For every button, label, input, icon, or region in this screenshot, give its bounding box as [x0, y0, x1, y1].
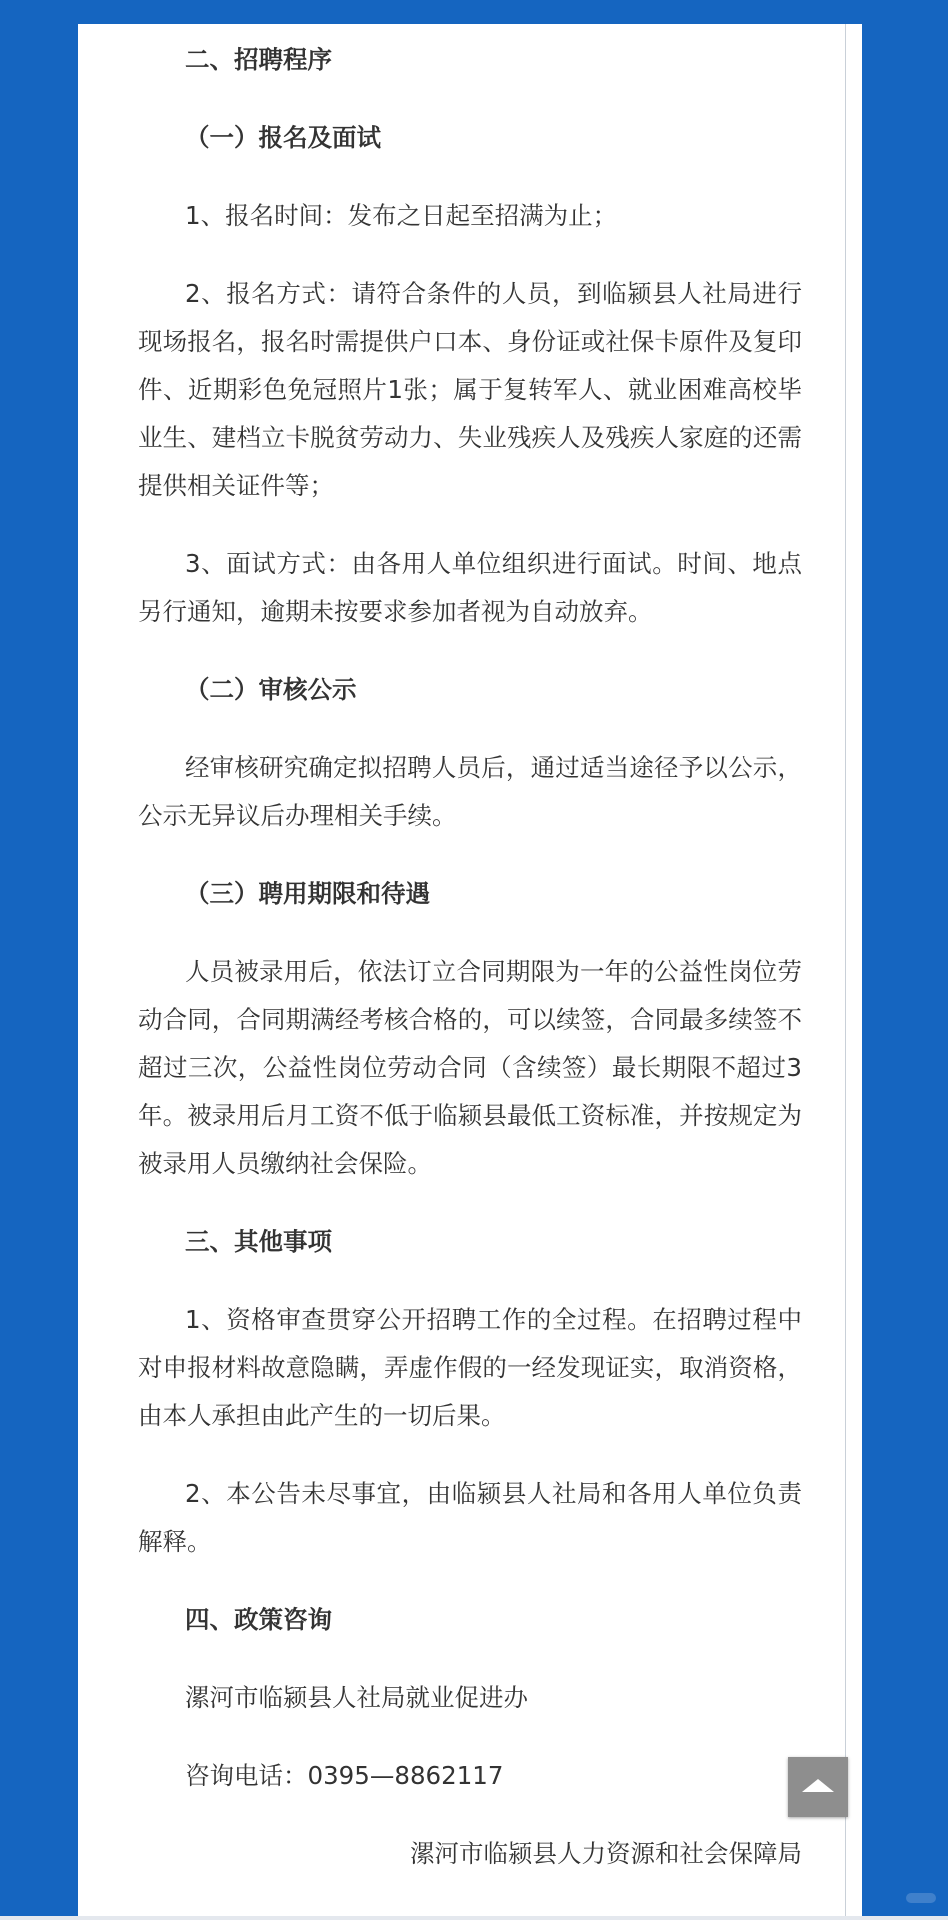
signup-method: 2、报名方式：请符合条件的人员，到临颍县人社局进行现场报名，报名时需提供户口本、身份证或社保卡原件及复印件、近期彩色免冠照片1张；属于复转军人、就业困难高校毕业生、建档立卡脱贫劳动力、失业残疾人及残疾人家庭的还需提供相关证件等；: [138, 279, 802, 500]
section-heading-other: 三、其他事项: [185, 1227, 332, 1256]
subheading-review: （二）审核公示: [185, 675, 357, 704]
other-item-1: 1、资格审查贯穿公开招聘工作的全过程。在招聘过程中对申报材料故意隐瞒，弄虚作假的一经发现证实，取消资格，由本人承担由此产生的一切后果。: [138, 1305, 802, 1430]
subheading-signup: （一）报名及面试: [185, 123, 381, 152]
section-heading-consult: 四、政策咨询: [185, 1605, 332, 1634]
signup-time: 1、报名时间：发布之日起至招满为止；: [185, 201, 618, 230]
triangle-up-icon: [788, 1757, 848, 1817]
watermark-badge: [906, 1893, 936, 1903]
back-to-top-button[interactable]: [788, 1757, 848, 1817]
article-body: [138, 36, 802, 1878]
interview-method: 3、面试方式：由各用人单位组织进行面试。时间、地点另行通知，逾期未按要求参加者视为自动放弃。: [138, 549, 802, 626]
consult-office: 漯河市临颍县人社局就业促进办: [185, 1683, 528, 1712]
bottom-bar: [0, 1916, 948, 1920]
consult-phone: 咨询电话：0395—8862117: [185, 1761, 504, 1790]
review-text: 经审核研究确定拟招聘人员后，通过适当途径予以公示，公示无异议后办理相关手续。: [138, 753, 802, 830]
issuer-signature: 漯河市临颍县人力资源和社会保障局: [410, 1839, 802, 1868]
subheading-term: （三）聘用期限和待遇: [185, 879, 430, 908]
other-item-2: 2、本公告未尽事宜，由临颍县人社局和各用人单位负责解释。: [138, 1479, 802, 1556]
section-heading-procedure: 二、招聘程序: [185, 45, 332, 74]
term-text: 人员被录用后，依法订立合同期限为一年的公益性岗位劳动合同，合同期满经考核合格的，可以续签，合同最多续签不超过三次，公益性岗位劳动合同（含续签）最长期限不超过3年。被录用后月工资不低于临颍县最低工资标准，并按规定为被录用人员缴纳社会保险。: [138, 957, 802, 1178]
document-page: [78, 24, 862, 1920]
